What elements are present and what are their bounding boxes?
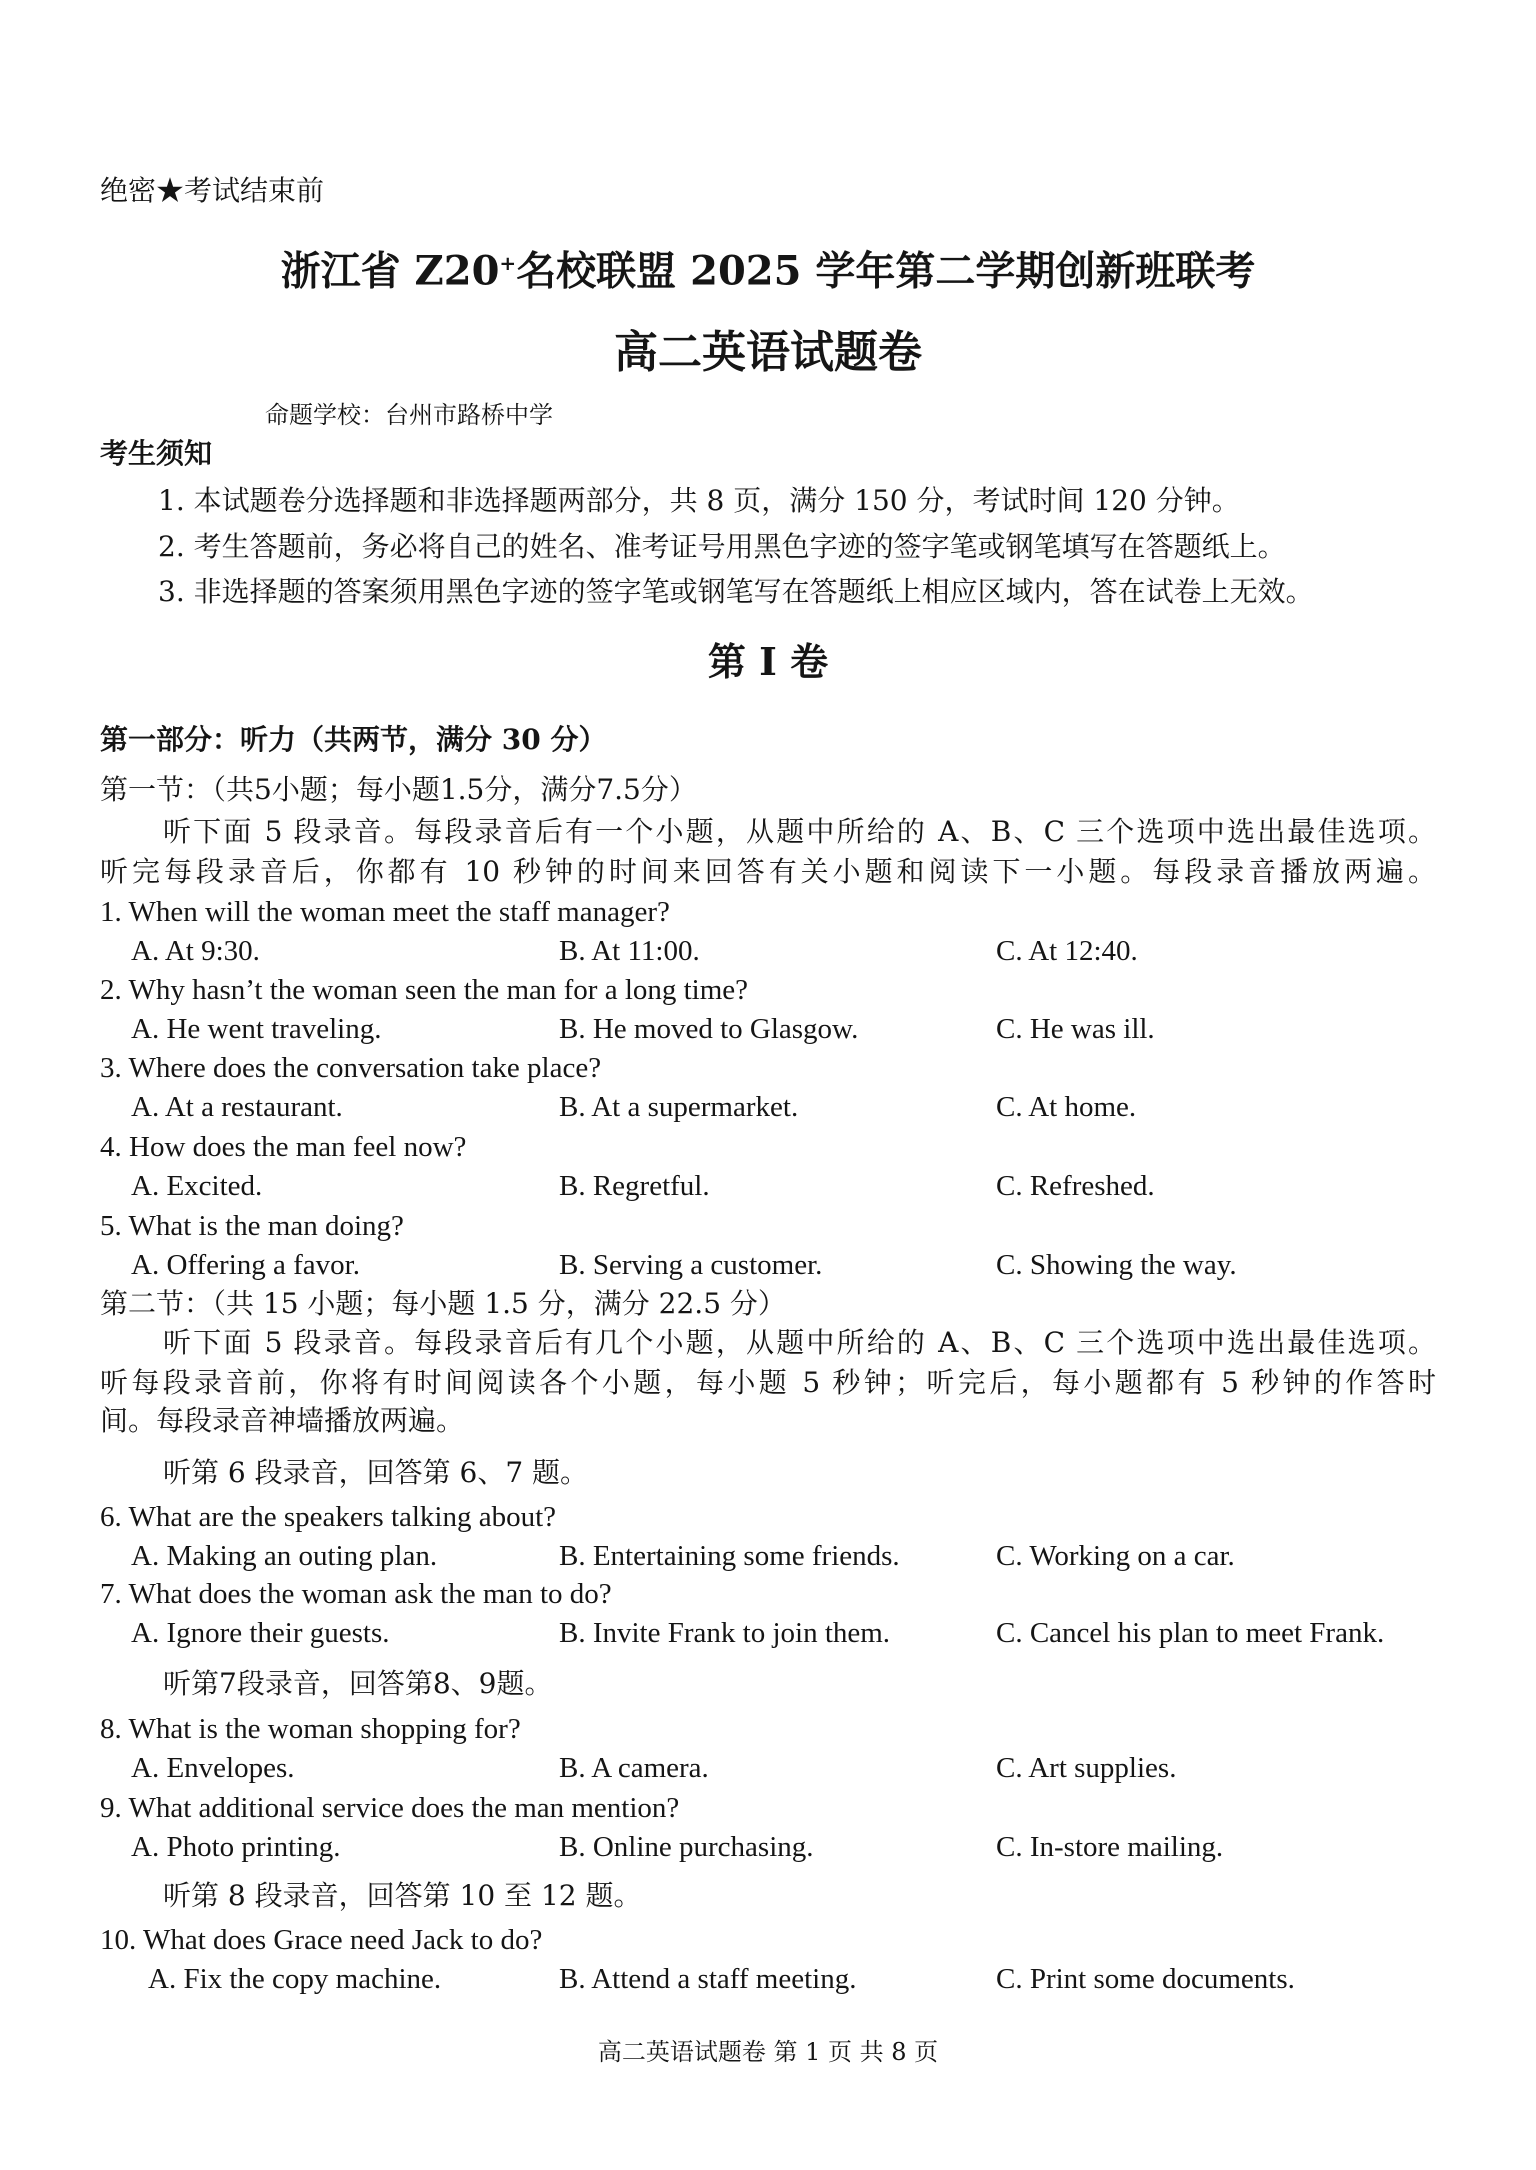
title-prefix: 浙江省 Z20 bbox=[280, 247, 500, 295]
option-c: C. Art supplies. bbox=[996, 1752, 1177, 1784]
option-b: B. Entertaining some friends. bbox=[559, 1540, 900, 1572]
option-c: C. Working on a car. bbox=[996, 1540, 1235, 1572]
option-a: A. Photo printing. bbox=[131, 1831, 341, 1863]
question-text: 9. What additional service does the man mention? bbox=[100, 1792, 680, 1824]
option-c: C. Print some documents. bbox=[996, 1963, 1295, 1995]
question-text: 2. Why hasn’t the woman seen the man for a long time? bbox=[100, 974, 749, 1006]
option-c: C. Refreshed. bbox=[996, 1170, 1155, 1202]
option-b: B. Invite Frank to join them. bbox=[559, 1617, 891, 1649]
question-text: 7. What does the woman ask the man to do? bbox=[100, 1578, 612, 1610]
notice-item: 3. 非选择题的答案须用黑色字迹的签字笔或钢笔写在答题纸上相应区域内，答在试卷上无效。 bbox=[158, 575, 1314, 608]
option-b: B. At 11:00. bbox=[559, 935, 700, 967]
option-b: B. He moved to Glasgow. bbox=[559, 1013, 859, 1045]
notice-item: 2. 考生答题前，务必将自己的姓名、准考证号用黑色字迹的签字笔或钢笔填写在答题纸上。 bbox=[158, 530, 1286, 563]
option-b: B. Attend a staff meeting. bbox=[559, 1963, 857, 1995]
instruction-line: 听完每段录音后，你都有 10 秒钟的时间来回答有关小题和阅读下一小题。每段录音播放两遍。 bbox=[100, 855, 1436, 888]
option-a: A. Fix the copy machine. bbox=[148, 1963, 442, 1995]
option-a: A. He went traveling. bbox=[131, 1013, 382, 1045]
title-suffix: 名校联盟 2025 学年第二学期创新班联考 bbox=[516, 247, 1256, 295]
option-a: A. Envelopes. bbox=[131, 1752, 295, 1784]
option-b: B. A camera. bbox=[559, 1752, 709, 1784]
option-a: A. Making an outing plan. bbox=[131, 1540, 438, 1572]
option-a: A. At 9:30. bbox=[131, 935, 260, 967]
option-a: A. Offering a favor. bbox=[131, 1249, 360, 1281]
option-c: C. Showing the way. bbox=[996, 1249, 1237, 1281]
audio-8-instruction: 听第 8 段录音，回答第 10 至 12 题。 bbox=[163, 1879, 642, 1912]
question-text: 10. What does Grace need Jack to do? bbox=[100, 1924, 543, 1956]
option-c: C. He was ill. bbox=[996, 1013, 1155, 1045]
instruction-line: 听下面 5 段录音。每段录音后有一个小题，从题中所给的 A、B、C 三个选项中选出最佳选项。 bbox=[163, 815, 1436, 848]
instruction-line: 听下面 5 段录音。每段录音后有几个小题，从题中所给的 A、B、C 三个选项中选出最佳选项。 bbox=[163, 1326, 1436, 1359]
notice-item: 1. 本试题卷分选择题和非选择题两部分，共 8 页，满分 150 分，考试时间 120 分钟。 bbox=[158, 484, 1240, 517]
question-text: 1. When will the woman meet the staff manager? bbox=[100, 896, 670, 928]
section1-heading: 第一节：（共5小题；每小题1.5分，满分7.5分） bbox=[100, 773, 697, 806]
exam-title bbox=[0, 235, 1536, 295]
option-c: C. Cancel his plan to meet Frank. bbox=[996, 1617, 1385, 1649]
question-text: 5. What is the man doing? bbox=[100, 1210, 404, 1242]
option-b: B. Online purchasing. bbox=[559, 1831, 814, 1863]
volume-title: 第 I 卷 bbox=[707, 639, 829, 684]
option-b: B. Regretful. bbox=[559, 1170, 710, 1202]
title-superscript: + bbox=[499, 251, 517, 275]
option-b: B. At a supermarket. bbox=[559, 1091, 799, 1123]
setter-school: 命题学校：台州市路桥中学 bbox=[265, 401, 553, 429]
section2-heading: 第二节：（共 15 小题；每小题 1.5 分，满分 22.5 分） bbox=[100, 1287, 786, 1320]
confidential-label: 绝密★考试结束前 bbox=[100, 174, 325, 207]
question-text: 6. What are the speakers talking about? bbox=[100, 1501, 557, 1533]
notice-heading: 考生须知 bbox=[100, 437, 213, 470]
audio-7-instruction: 听第7段录音，回答第8、9题。 bbox=[163, 1667, 553, 1700]
question-text: 3. Where does the conversation take place? bbox=[100, 1052, 602, 1084]
option-b: B. Serving a customer. bbox=[559, 1249, 823, 1281]
question-text: 8. What is the woman shopping for? bbox=[100, 1713, 521, 1745]
paper-subtitle: 高二英语试题卷 bbox=[614, 327, 922, 378]
instruction-line: 间。每段录音神墙播放两遍。 bbox=[100, 1404, 465, 1437]
instruction-line: 听每段录音前，你将有时间阅读各个小题，每小题 5 秒钟；听完后，每小题都有 5 秒钟的作答时 bbox=[100, 1366, 1436, 1399]
option-c: C. In-store mailing. bbox=[996, 1831, 1224, 1863]
part1-heading: 第一部分：听力（共两节，满分 30 分） bbox=[100, 723, 607, 756]
option-a: A. Ignore their guests. bbox=[131, 1617, 390, 1649]
audio-6-instruction: 听第 6 段录音，回答第 6、7 题。 bbox=[163, 1456, 589, 1489]
question-text: 4. How does the man feel now? bbox=[100, 1131, 467, 1163]
option-a: A. At a restaurant. bbox=[131, 1091, 343, 1123]
page-footer: 高二英语试题卷 第 1 页 共 8 页 bbox=[597, 2038, 939, 2066]
option-c: C. At 12:40. bbox=[996, 935, 1138, 967]
option-a: A. Excited. bbox=[131, 1170, 263, 1202]
option-c: C. At home. bbox=[996, 1091, 1137, 1123]
